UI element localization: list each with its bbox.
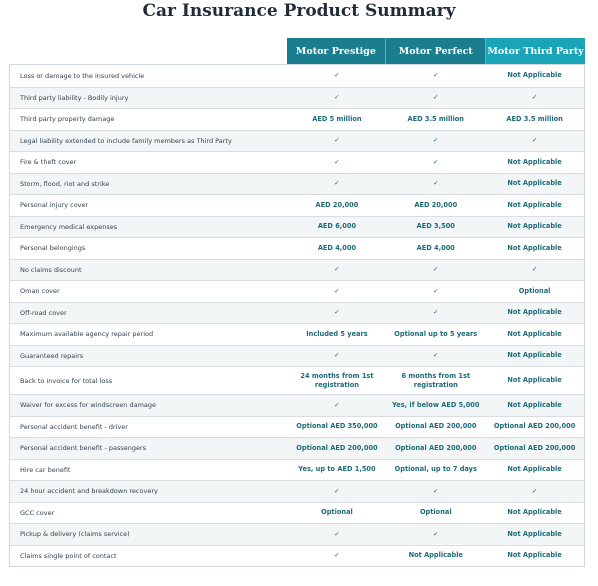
value-cell: AED 4,000 xyxy=(416,243,455,252)
table-row xyxy=(10,302,584,324)
check-icon: ✓ xyxy=(334,157,340,166)
check-icon: ✓ xyxy=(334,551,340,560)
header-spacer xyxy=(9,38,287,64)
table-row xyxy=(10,259,584,281)
check-icon: ✓ xyxy=(334,265,340,274)
column-header-motor-third-party[interactable]: Motor Third Party xyxy=(485,38,585,64)
check-icon: ✓ xyxy=(334,71,340,80)
check-icon: ✓ xyxy=(433,486,439,495)
column-header-motor-perfect[interactable]: Motor Perfect xyxy=(385,38,485,64)
value-cell: Not Applicable xyxy=(507,157,562,166)
value-cell: AED 3,500 xyxy=(416,222,455,231)
value-cell: Optional AED 200,000 xyxy=(493,422,576,431)
check-icon: ✓ xyxy=(433,136,439,145)
table-row xyxy=(10,108,584,130)
value-cell: Optional up to 5 years xyxy=(394,329,478,338)
table-row xyxy=(10,237,584,259)
value-cell: Not Applicable xyxy=(507,529,562,538)
value-cell: Optional xyxy=(321,508,353,517)
value-cell: Not Applicable xyxy=(507,376,562,385)
value-cell: AED 3.5 million xyxy=(506,114,563,123)
value-cell: Not Applicable xyxy=(507,508,562,517)
table-row xyxy=(10,194,584,216)
page-title: Car Insurance Product Summary xyxy=(142,1,456,21)
feature-label: Hire car benefit xyxy=(20,465,71,474)
value-cell: Optional AED 200,000 xyxy=(395,422,477,431)
check-icon: ✓ xyxy=(433,265,439,274)
value-cell: AED 20,000 xyxy=(414,200,458,209)
value-cell: Not Applicable xyxy=(408,551,463,560)
check-icon: ✓ xyxy=(433,286,439,295)
value-cell: AED 20,000 xyxy=(315,200,359,209)
table-row xyxy=(10,480,584,502)
feature-label: Third party liability - Bodily injury xyxy=(20,93,129,102)
table-row xyxy=(10,173,584,195)
value-cell: Included 5 years xyxy=(306,329,368,338)
feature-label: Off-road cover xyxy=(20,308,67,317)
value-cell: AED 5 million xyxy=(312,114,362,123)
table-row xyxy=(10,151,584,173)
feature-label: Storm, flood, riot and strike xyxy=(20,179,110,188)
column-header-motor-prestige[interactable]: Motor Prestige xyxy=(287,38,386,64)
check-icon: ✓ xyxy=(334,136,340,145)
value-cell: AED 4,000 xyxy=(317,243,357,252)
feature-label: Loss or damage to the insured vehicle xyxy=(20,71,145,80)
value-cell: Not Applicable xyxy=(507,243,562,252)
table-header xyxy=(9,38,585,64)
check-icon: ✓ xyxy=(433,157,439,166)
value-cell: Not Applicable xyxy=(507,308,562,317)
feature-label: Personal injury cover xyxy=(20,201,89,210)
table-row xyxy=(10,437,584,459)
table-row xyxy=(10,65,584,87)
value-cell: Optional AED 200,000 xyxy=(493,443,576,452)
check-icon: ✓ xyxy=(433,308,439,317)
feature-label: No claims discount xyxy=(20,265,82,274)
table-row xyxy=(10,416,584,438)
value-cell: Not Applicable xyxy=(507,329,562,338)
value-cell: Not Applicable xyxy=(507,200,562,209)
value-cell: Optional AED 200,000 xyxy=(296,443,378,452)
table-row xyxy=(10,216,584,238)
value-cell: Optional AED 350,000 xyxy=(296,422,378,431)
value-cell: 24 months from 1st registration xyxy=(300,371,374,389)
feature-label: Personal accident benefit - driver xyxy=(20,422,128,431)
table-row xyxy=(10,459,584,481)
feature-label: Fire & theft cover xyxy=(20,158,77,167)
feature-label: Claims single point of contact xyxy=(20,551,117,560)
check-icon: ✓ xyxy=(433,71,439,80)
value-cell: Not Applicable xyxy=(507,400,562,409)
value-cell: AED 3.5 million xyxy=(407,114,465,123)
table-row xyxy=(10,280,584,302)
table-row xyxy=(10,87,584,109)
value-cell: Not Applicable xyxy=(507,71,562,80)
check-icon: ✓ xyxy=(334,286,340,295)
check-icon: ✓ xyxy=(334,486,340,495)
table-row xyxy=(10,130,584,152)
check-icon: ✓ xyxy=(334,400,340,409)
comparison-table xyxy=(9,38,585,567)
value-cell: 6 months from 1st registration xyxy=(401,371,471,389)
table-row xyxy=(10,502,584,524)
feature-label: Personal accident benefit - passengers xyxy=(20,444,147,453)
feature-label: Back to invoice for total loss xyxy=(20,376,113,385)
check-icon: ✓ xyxy=(433,179,439,188)
check-icon: ✓ xyxy=(531,136,538,145)
check-icon: ✓ xyxy=(334,308,340,317)
table-row xyxy=(10,545,584,567)
value-cell: Optional, up to 7 days xyxy=(394,465,477,474)
feature-label: Emergency medical expenses xyxy=(20,222,118,231)
value-cell: Not Applicable xyxy=(507,351,562,360)
check-icon: ✓ xyxy=(334,529,340,538)
feature-label: Pickup & delivery (claims service) xyxy=(20,530,130,539)
check-icon: ✓ xyxy=(334,179,340,188)
table-row xyxy=(10,366,584,394)
value-cell: Yes, if below AED 5,000 xyxy=(392,400,480,409)
feature-label: Legal liability extended to include family members as Third Party xyxy=(20,136,232,145)
table-body xyxy=(9,64,585,567)
value-cell: Not Applicable xyxy=(507,222,562,231)
check-icon: ✓ xyxy=(531,265,538,274)
value-cell: Optional AED 200,000 xyxy=(395,443,477,452)
feature-label: Oman cover xyxy=(20,287,60,296)
table-row xyxy=(10,523,584,545)
check-icon: ✓ xyxy=(433,93,439,102)
check-icon: ✓ xyxy=(334,93,340,102)
table-row xyxy=(10,394,584,416)
value-cell: Not Applicable xyxy=(507,465,562,474)
value-cell: Not Applicable xyxy=(507,551,562,560)
table-row xyxy=(10,345,584,367)
value-cell: AED 6,000 xyxy=(317,222,357,231)
feature-label: Personal belongings xyxy=(20,244,86,253)
check-icon: ✓ xyxy=(334,351,340,360)
check-icon: ✓ xyxy=(531,93,538,102)
feature-label: Maximum available agency repair period xyxy=(20,330,154,339)
value-cell: Not Applicable xyxy=(507,179,562,188)
value-cell: Optional xyxy=(419,508,452,517)
check-icon: ✓ xyxy=(531,486,538,495)
feature-label: Waiver for excess for windscreen damage xyxy=(20,401,157,410)
value-cell: Yes, up to AED 1,500 xyxy=(298,465,376,474)
check-icon: ✓ xyxy=(433,529,439,538)
value-cell: Optional xyxy=(518,286,551,295)
check-icon: ✓ xyxy=(433,351,439,360)
feature-label: 24 hour accident and breakdown recovery xyxy=(20,487,158,496)
feature-label: GCC cover xyxy=(20,508,55,517)
feature-label: Guaranteed repairs xyxy=(20,351,84,360)
table-row xyxy=(10,323,584,345)
feature-label: Third party property damage xyxy=(20,115,115,124)
